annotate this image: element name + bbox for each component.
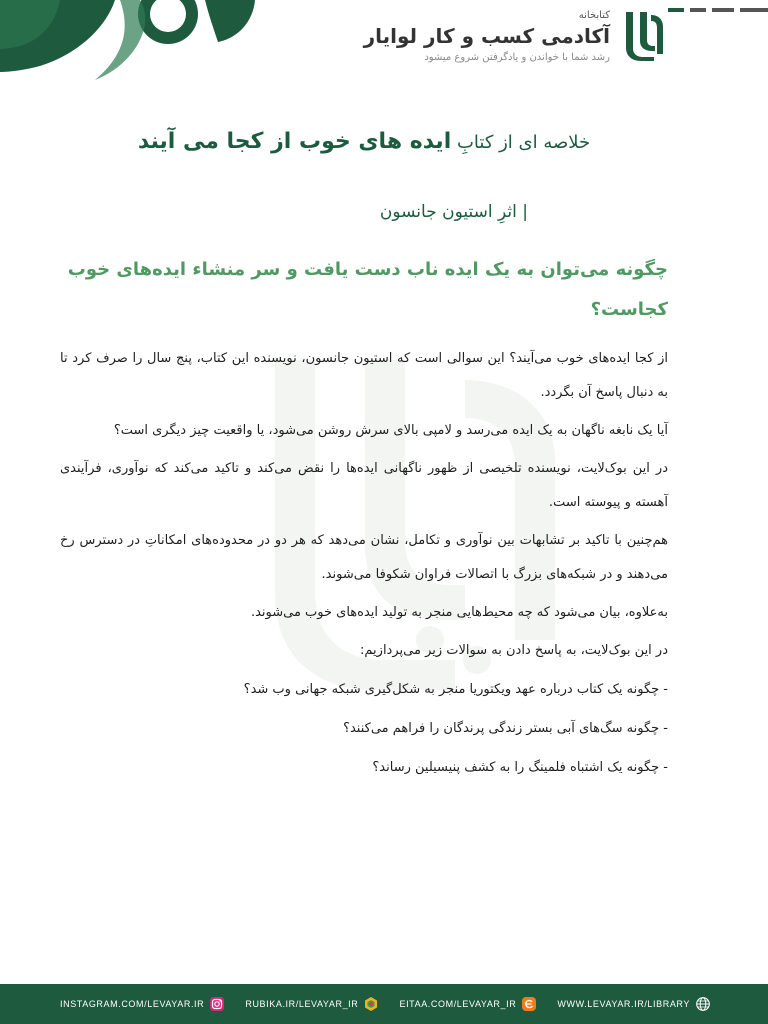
rubika-link-text: RUBIKA.IR/LEVAYAR_IR [245,999,359,1009]
paragraph: آیا یک نابغه ناگهان به یک ایده می‌رسد و لامپی بالای سرش روشن می‌شود، یا واقعیت چیز دیگری است؟ [113,423,668,438]
website-link-text: WWW.LEVAYAR.IR/LIBRARY [557,999,690,1009]
paragraph: در این بوک‌لایت، به پاسخ دادن به سوالات زیر می‌پردازیم: [360,643,668,658]
brand-title: آکادمی کسب و کار لوایار [363,24,610,48]
eitaa-icon [522,997,536,1011]
paragraph: از کجا ایده‌های خوب می‌آیند؟ این سوالی است که استیون جانسون، نویسنده این کتاب، پنج سال را صرف کرد تا به دنبال پاسخ آن بگردد. [60,351,668,400]
globe-icon [696,997,710,1011]
website-link[interactable] [557,997,710,1011]
author-line: | اثرِ استیون جانسون [379,202,528,222]
page-title [60,120,668,164]
instagram-link[interactable] [60,997,224,1011]
book-title: ایده های خوب از کجا می آیند [137,129,452,154]
list-item: - چگونه سگ‌های آبی بستر زندگی پرندگان را فراهم می‌کنند؟ [343,721,668,736]
decorative-corner-shapes [0,0,260,90]
rubika-link[interactable] [245,997,378,1011]
title-prefix: خلاصه ای از کتابِ [451,132,591,153]
levayar-logo [620,10,664,62]
footer-bar [0,984,768,1024]
question-list [60,670,668,787]
brand-tagline: رشد شما با خواندن و یادگرفتن شروع میشود [424,52,610,63]
list-item: - چگونه یک اشتباه فلمینگ را به کشف پنیسیلین رساند؟ [372,760,668,775]
eitaa-link-text: EITAA.COM/LEVAYAR_IR [399,999,517,1009]
instagram-link-text: INSTAGRAM.COM/LEVAYAR.IR [60,999,205,1009]
rubika-icon [364,997,378,1011]
section-headline: چگونه می‌توان به یک ایده ناب دست یافت و سر منشاء ایده‌های خوب کجاست؟ [67,259,668,320]
library-label: کتابخانه [578,10,610,21]
list-item: - چگونه یک کتاب درباره عهد ویکتوریا منجر به شکل‌گیری شبکه جهانی وب شد؟ [243,682,668,697]
header-accent-lines [668,8,768,14]
brand-header [344,10,664,80]
instagram-icon [210,997,224,1011]
eitaa-link[interactable] [399,997,536,1011]
main-content [60,120,668,787]
paragraph: در این بوک‌لایت، نویسنده تلخیصی از ظهور ناگهانی ایده‌ها را نقض می‌کند و تاکید می‌کند که نوآوری، فرآیندی آهسته و پیوسته است. [60,461,668,510]
paragraph: هم‌چنین با تاکید بر تشابهات بین نوآوری و تکامل، نشان می‌دهد که هر دو در محدوده‌های امکاناتِ در دسترس رخ می‌دهند و در شبکه‌های بزرگ با اتصالات فراوان شکوفا می‌شوند. [60,533,668,582]
paragraph: به‌علاوه، بیان می‌شود که چه محیط‌هایی منجر به تولید ایده‌های خوب می‌شوند. [250,605,668,620]
